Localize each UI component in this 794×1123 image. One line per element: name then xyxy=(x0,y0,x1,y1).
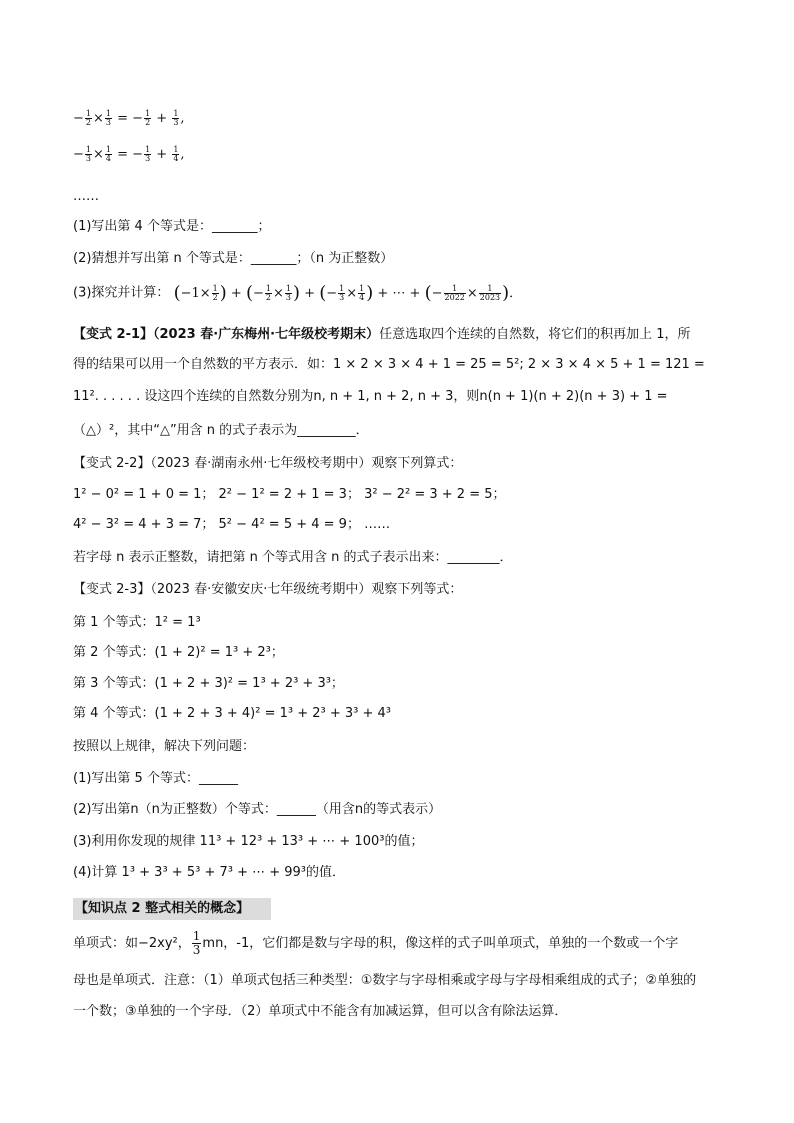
variant-2-1-line-3: 11². . . . . . 设这四个连续的自然数分别为n, n + 1, n + 2, n + 3，则n(n + 1)(n + 2)(n + 3) + 1 = xyxy=(73,389,668,404)
variant-2-1-text: 任意选取四个连续的自然数，将它们的积再加上 1，所 xyxy=(379,327,691,342)
monomial-line-3: 一个数；③单独的一个字母．（2）单项式中不能含有加减运算，但可以含有除法运算． xyxy=(73,1004,568,1019)
monomial-line-1 xyxy=(73,930,678,957)
question-3 xyxy=(73,284,522,303)
monomial-line-2: 母也是单项式．注意：（1）单项式包括三种类型：①数字与字母相乘或字母与字母相乘组成的式子；②单独的 xyxy=(73,973,697,988)
variant-2-1-line-1 xyxy=(73,326,691,344)
variant-2-1-line-4: （△）²，其中“△”用含 n 的式子表示为_________． xyxy=(73,423,369,438)
variant-2-3-eq-4: 第 4 个等式：(1 + 2 + 3 + 4)² = 1³ + 2³ + 3³ + 4³ xyxy=(73,706,392,721)
question-3-expression: (−1× $\frac{1}{2}$ ) + (− $\frac{1}{2}$ × $\frac{1}{3}$ ) + (− $\frac{1}{3}$ × $\frac{1}{4}$ ) + ⋯ + (− $\frac{1}{2022}$ × $\frac{1}{2023}$ )． xyxy=(173,282,523,303)
monomial-prefix: 单项式：如−2xy²， xyxy=(73,936,191,951)
monomial-suffix: mn，-1，它们都是数与字母的积，像这样的式子叫单项式，单独的一个数或一个字 xyxy=(202,936,679,951)
variant-2-3-q1: (1)写出第 5 个等式：______ xyxy=(73,771,238,786)
variant-2-2-question: 若字母 n 表示正整数，请把第 n 个等式用含 n 的式子表示出来：________． xyxy=(73,550,513,565)
question-2: (2)猜想并写出第 n 个等式是：_______；（n 为正整数） xyxy=(73,251,394,266)
equation-line-2: − $\frac{1}{3}$ × $\frac{1}{4}$ = − $\frac{1}{3}$ + $\frac{1}{4}$ , xyxy=(73,145,185,163)
variant-2-3-rule: 按照以上规律，解决下列问题： xyxy=(73,739,256,754)
variant-2-3-eq-2: 第 2 个等式：(1 + 2)² = 1³ + 2³； xyxy=(73,645,284,660)
knowledge-point-heading: 【知识点 2 整式相关的概念】 xyxy=(73,898,271,920)
equation-line-1: − $\frac{1}{2}$ × $\frac{1}{3}$ = − $\frac{1}{2}$ + $\frac{1}{3}$ , xyxy=(73,109,185,127)
variant-2-3-eq-1: 第 1 个等式：1² = 1³ xyxy=(73,615,201,630)
variant-2-2-title: 【变式 2-2】（2023 春·湖南永州·七年级校考期中）观察下列算式： xyxy=(73,456,463,471)
variant-2-2-row-2: 4² − 3² = 4 + 3 = 7； 5² − 4² = 5 + 4 = 9； …… xyxy=(73,517,391,532)
variant-2-2-row-1: 1² − 0² = 1 + 0 = 1； 2² − 1² = 2 + 1 = 3； 3² − 2² = 3 + 2 = 5； xyxy=(73,487,506,502)
ellipsis-line: …… xyxy=(73,189,99,204)
variant-2-3-q3: (3)利用你发现的规律 11³ + 12³ + 13³ + ⋯ + 100³的值； xyxy=(73,834,424,849)
variant-2-1-title: 【变式 2-1】（2023 春·广东梅州·七年级校考期末） xyxy=(73,327,380,342)
variant-2-3-title: 【变式 2-3】（2023 春·安徽安庆·七年级统考期中）观察下列等式： xyxy=(73,582,463,597)
variant-2-1-line-2: 得的结果可以用一个自然数的平方表示．如：1 × 2 × 3 × 4 + 1 = 25 = 5²; 2 × 3 × 4 × 5 + 1 = 121 = xyxy=(73,357,705,372)
fraction-one-third: $\frac{1}{3}$ xyxy=(192,929,201,957)
question-3-label: (3)探究并计算： xyxy=(73,285,170,301)
variant-2-3-q2: (2)写出第n（n为正整数）个等式：______（用含n的等式表示） xyxy=(73,802,442,817)
question-1: (1)写出第 4 个等式是：_______； xyxy=(73,219,271,234)
variant-2-3-q4: (4)计算 1³ + 3³ + 5³ + 7³ + ⋯ + 99³的值． xyxy=(73,865,346,880)
variant-2-3-eq-3: 第 3 个等式：(1 + 2 + 3)² = 1³ + 2³ + 3³； xyxy=(73,676,344,691)
